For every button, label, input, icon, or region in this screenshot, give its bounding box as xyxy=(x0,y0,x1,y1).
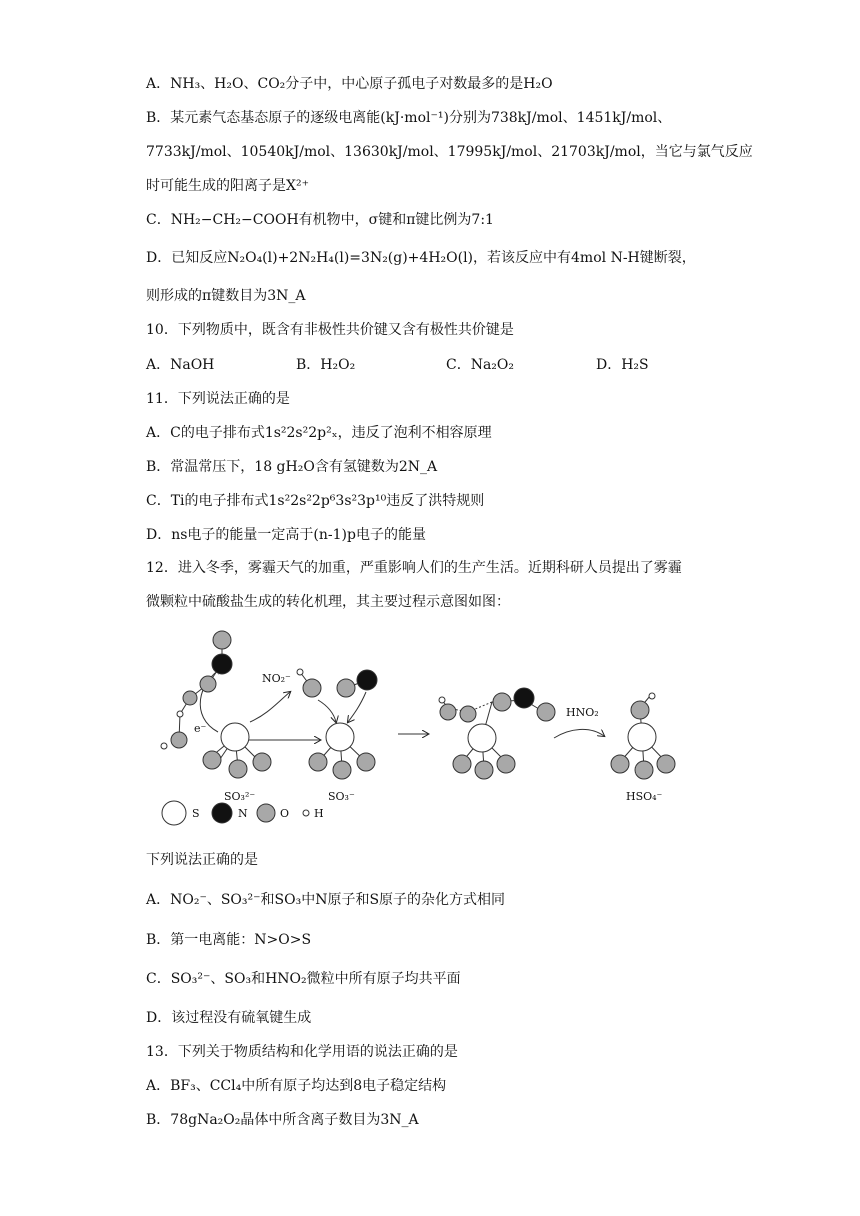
oxygen-atom xyxy=(493,693,511,711)
oxygen-atom xyxy=(253,753,271,771)
q11-option-d: D．ns电子的能量一定高于(n-1)p电子的能量 xyxy=(146,527,426,543)
q11-option-c: C．Ti的电子排布式1s²2s²2p⁶3s²3p¹⁰违反了洪特规则 xyxy=(146,493,485,509)
oxygen-atom xyxy=(497,755,515,773)
oxygen-atom xyxy=(337,679,355,697)
hydrogen-atom xyxy=(177,711,183,717)
q12-lead: 下列说法正确的是 xyxy=(146,852,258,868)
oxygen-atom xyxy=(611,755,629,773)
oxygen-atom xyxy=(229,760,247,778)
q9-option-b-line2: 7733kJ/mol、10540kJ/mol、13630kJ/mol、17995kJ/mol、21703kJ/mol，当它与氯气反应 xyxy=(146,144,753,160)
oxygen-atom xyxy=(333,761,351,779)
oxygen-atom xyxy=(440,704,456,720)
label-so3-2: SO₃²⁻ xyxy=(224,790,256,803)
legend-hydrogen-swatch xyxy=(303,810,309,816)
q9-option-d-line2: 则形成的π键数目为3N_A xyxy=(146,288,306,304)
q9-option-c: C．NH₂−CH₂−COOH有机物中，σ键和π键比例为7:1 xyxy=(146,212,494,228)
q12-option-a: A．NO₂⁻、SO₃²⁻和SO₃中N原子和S原子的杂化方式相同 xyxy=(146,892,506,908)
oxygen-atom xyxy=(171,732,187,748)
legend-nitrogen-swatch xyxy=(212,803,232,823)
oxygen-atom xyxy=(475,761,493,779)
oxygen-atom xyxy=(183,691,197,705)
oxygen-atom xyxy=(203,751,221,769)
oxygen-atom xyxy=(303,679,321,697)
oxygen-atom xyxy=(537,703,555,721)
q10-option-b: B．H₂O₂ xyxy=(296,357,356,373)
label-no2: NO₂⁻ xyxy=(262,672,291,685)
q9-option-d-line1: D．已知反应N₂O₄(l)+2N₂H₄(l)=3N₂(g)+4H₂O(l)，若该反应中有4mol N-H键断裂， xyxy=(146,250,696,266)
q12-stem-line2: 微颗粒中硫酸盐生成的转化机理，其主要过程示意图如图： xyxy=(146,594,510,610)
q13-option-a: A．BF₃、CCl₄中所有原子均达到8电子稳定结构 xyxy=(146,1078,447,1094)
hydrogen-atom xyxy=(649,693,655,699)
nitrogen-atom xyxy=(212,654,232,674)
oxygen-atom xyxy=(200,676,216,692)
oxygen-atom xyxy=(631,701,649,719)
oxygen-atom xyxy=(213,631,231,649)
hydrogen-atom xyxy=(297,669,303,675)
oxygen-atom xyxy=(460,706,476,722)
q13-option-b: B．78gNa₂O₂晶体中所含离子数目为3N_A xyxy=(146,1112,419,1128)
legend-hydrogen-label: H xyxy=(314,807,324,820)
legend-sulfur-swatch xyxy=(162,801,186,825)
q10-options xyxy=(146,355,649,375)
label-hso4: HSO₄⁻ xyxy=(626,790,663,803)
sulfur-atom xyxy=(326,723,354,751)
q11-option-b: B．常温常压下，18 gH₂O含有氢键数为2N_A xyxy=(146,459,438,475)
q10-option-d: D．H₂S xyxy=(596,357,649,373)
q9-option-b-line1: B．某元素气态基态原子的逐级电离能(kJ·mol⁻¹)分别为738kJ/mol、1451kJ/mol、 xyxy=(146,110,672,126)
q10-option-c: C．Na₂O₂ xyxy=(446,357,515,373)
legend-sulfur-label: S xyxy=(192,807,200,820)
oxygen-atom xyxy=(309,753,327,771)
label-so3: SO₃⁻ xyxy=(328,790,355,803)
q10-option-a: A．NaOH xyxy=(146,357,215,373)
sulfur-atom xyxy=(628,723,656,751)
q10-stem: 10．下列物质中，既含有非极性共价键又含有极性共价键是 xyxy=(146,322,514,338)
q11-stem: 11．下列说法正确的是 xyxy=(146,391,290,407)
q12-option-b: B．第一电离能：N>O>S xyxy=(146,932,312,948)
oxygen-atom xyxy=(453,755,471,773)
legend-oxygen-swatch xyxy=(257,804,275,822)
sulfur-atom xyxy=(468,724,496,752)
q12-stem-line1: 12．进入冬季，雾霾天气的加重，严重影响人们的生产生活。近期科研人员提出了雾霾 xyxy=(146,560,682,576)
q11-option-a: A．C的电子排布式1s²2s²2p²ₓ，违反了泡利不相容原理 xyxy=(146,425,492,441)
sulfur-atom xyxy=(221,723,249,751)
q12-option-d: D．该过程没有硫氧键生成 xyxy=(146,1010,312,1026)
oxygen-atom xyxy=(357,753,375,771)
nitrogen-atom xyxy=(514,688,534,708)
sulfate-mechanism-diagram xyxy=(150,622,710,832)
q13-stem: 13．下列关于物质结构和化学用语的说法正确的是 xyxy=(146,1044,458,1060)
q9-option-a: A．NH₃、H₂O、CO₂分子中，中心原子孤电子对数最多的是H₂O xyxy=(146,76,553,92)
oxygen-atom xyxy=(635,761,653,779)
oxygen-atom xyxy=(657,755,675,773)
hydrogen-atom xyxy=(439,697,445,703)
label-hno2: HNO₂ xyxy=(566,706,599,719)
legend-nitrogen-label: N xyxy=(238,807,248,820)
q12-option-c: C．SO₃²⁻、SO₃和HNO₂微粒中所有原子均共平面 xyxy=(146,971,461,987)
q9-option-b-line3: 时可能生成的阳离子是X²⁺ xyxy=(146,178,309,194)
label-electron: e⁻ xyxy=(194,722,207,735)
nitrogen-atom xyxy=(357,670,377,690)
legend-oxygen-label: O xyxy=(280,807,290,820)
hydrogen-atom xyxy=(161,743,167,749)
